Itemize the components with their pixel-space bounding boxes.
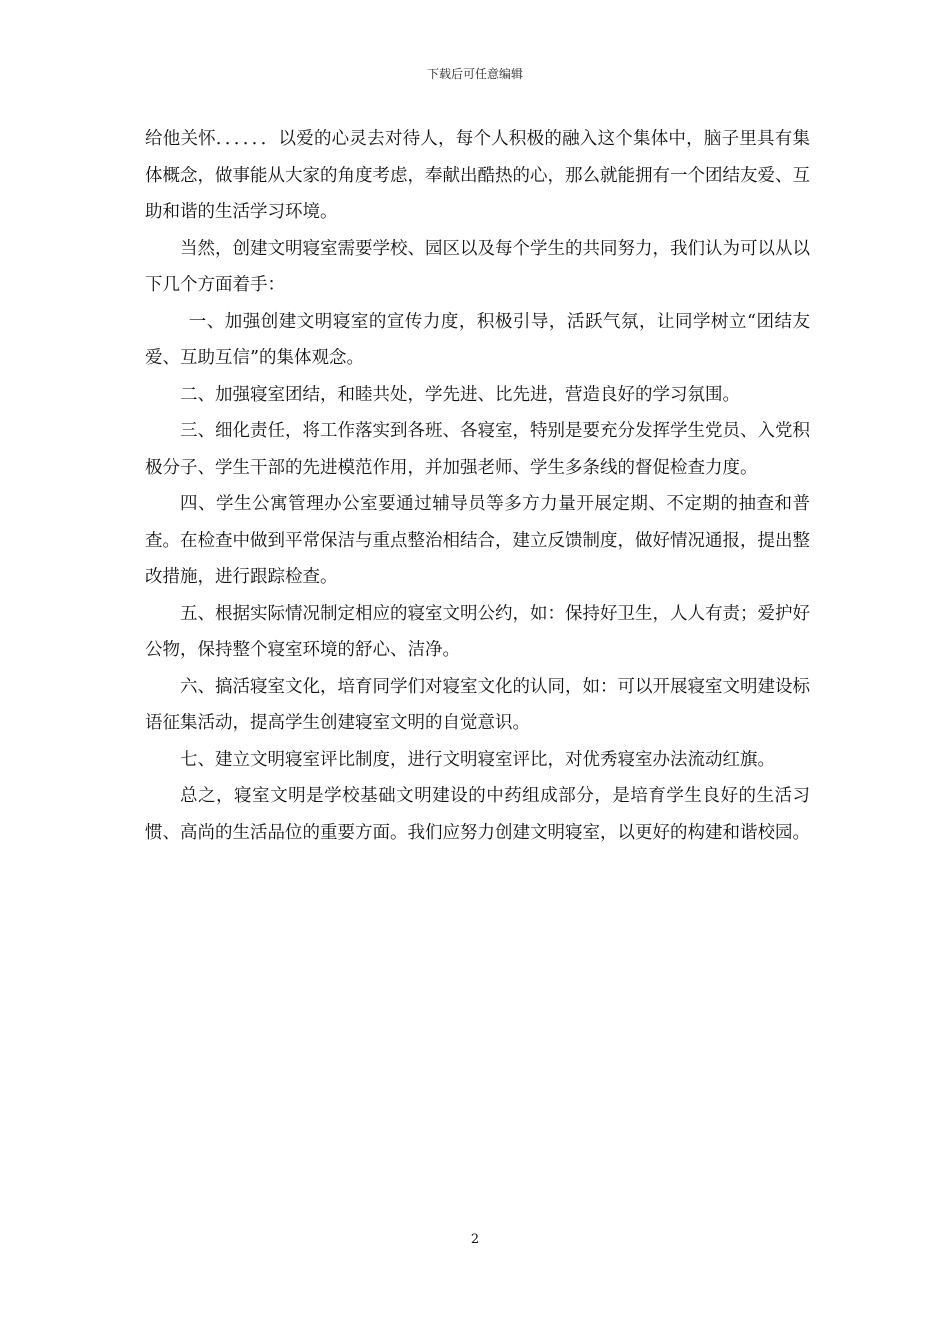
paragraph-item-7: 七、建立文明寝室评比制度，进行文明寝室评比，对优秀寝室办法流动红旗。	[180, 749, 775, 770]
page-number: 2	[470, 1232, 480, 1247]
paragraph-item-6: 六、搞活寝室文化，培育同学们对寝室文化的认同，如：可以开展寝室文明建设标语征集活动，提高学生创建寝室文明的自觉意识。	[145, 676, 810, 733]
paragraph-continuation: 给他关怀．．．．．．以爱的心灵去对待人，每个人积极的融入这个集体中，脑子里具有集体概念，做事能从大家的角度考虑，奉献出酷热的心，那么就能拥有一个团结友爱、互助和谐的生活学习环境。	[145, 129, 810, 222]
paragraph-conclusion: 总之，寝室文明是学校基础文明建设的中药组成部分，是培育学生良好的生活习惯、高尚的生活品位的重要方面。我们应努力创建文明寝室，以更好的构建和谐校园。	[145, 786, 810, 843]
paragraph-item-4: 四、学生公寓管理办公室要通过辅导员等多方力量开展定期、不定期的抽查和普查。在检查中做到平常保洁与重点整治相结合，建立反馈制度，做好情况通报，提出整改措施，进行跟踪检查。	[145, 494, 810, 587]
page-header: 下载后可任意编辑	[426, 67, 523, 81]
document-body	[145, 121, 810, 851]
paragraph-intro: 当然，创建文明寝室需要学校、园区以及每个学生的共同努力，我们认为可以从以下几个方面着手：	[145, 238, 810, 295]
paragraph-item-2: 二、加强寝室团结，和睦共处，学先进、比先进，营造良好的学习氛围。	[180, 384, 740, 405]
paragraph-item-5: 五、根据实际情况制定相应的寝室文明公约，如：保持好卫生，人人有责；爱护好公物，保持整个寝室环境的舒心、洁净。	[145, 603, 810, 660]
paragraph-item-1: 一、加强创建文明寝室的宣传力度，积极引导，活跃气氛，让同学树立“团结友爱、互助互信”的集体观念。	[145, 311, 810, 368]
paragraph-item-3: 三、细化责任，将工作落实到各班、各寝室，特别是要充分发挥学生党员、入党积极分子、学生干部的先进模范作用，并加强老师、学生多条线的督促检查力度。	[145, 421, 810, 478]
